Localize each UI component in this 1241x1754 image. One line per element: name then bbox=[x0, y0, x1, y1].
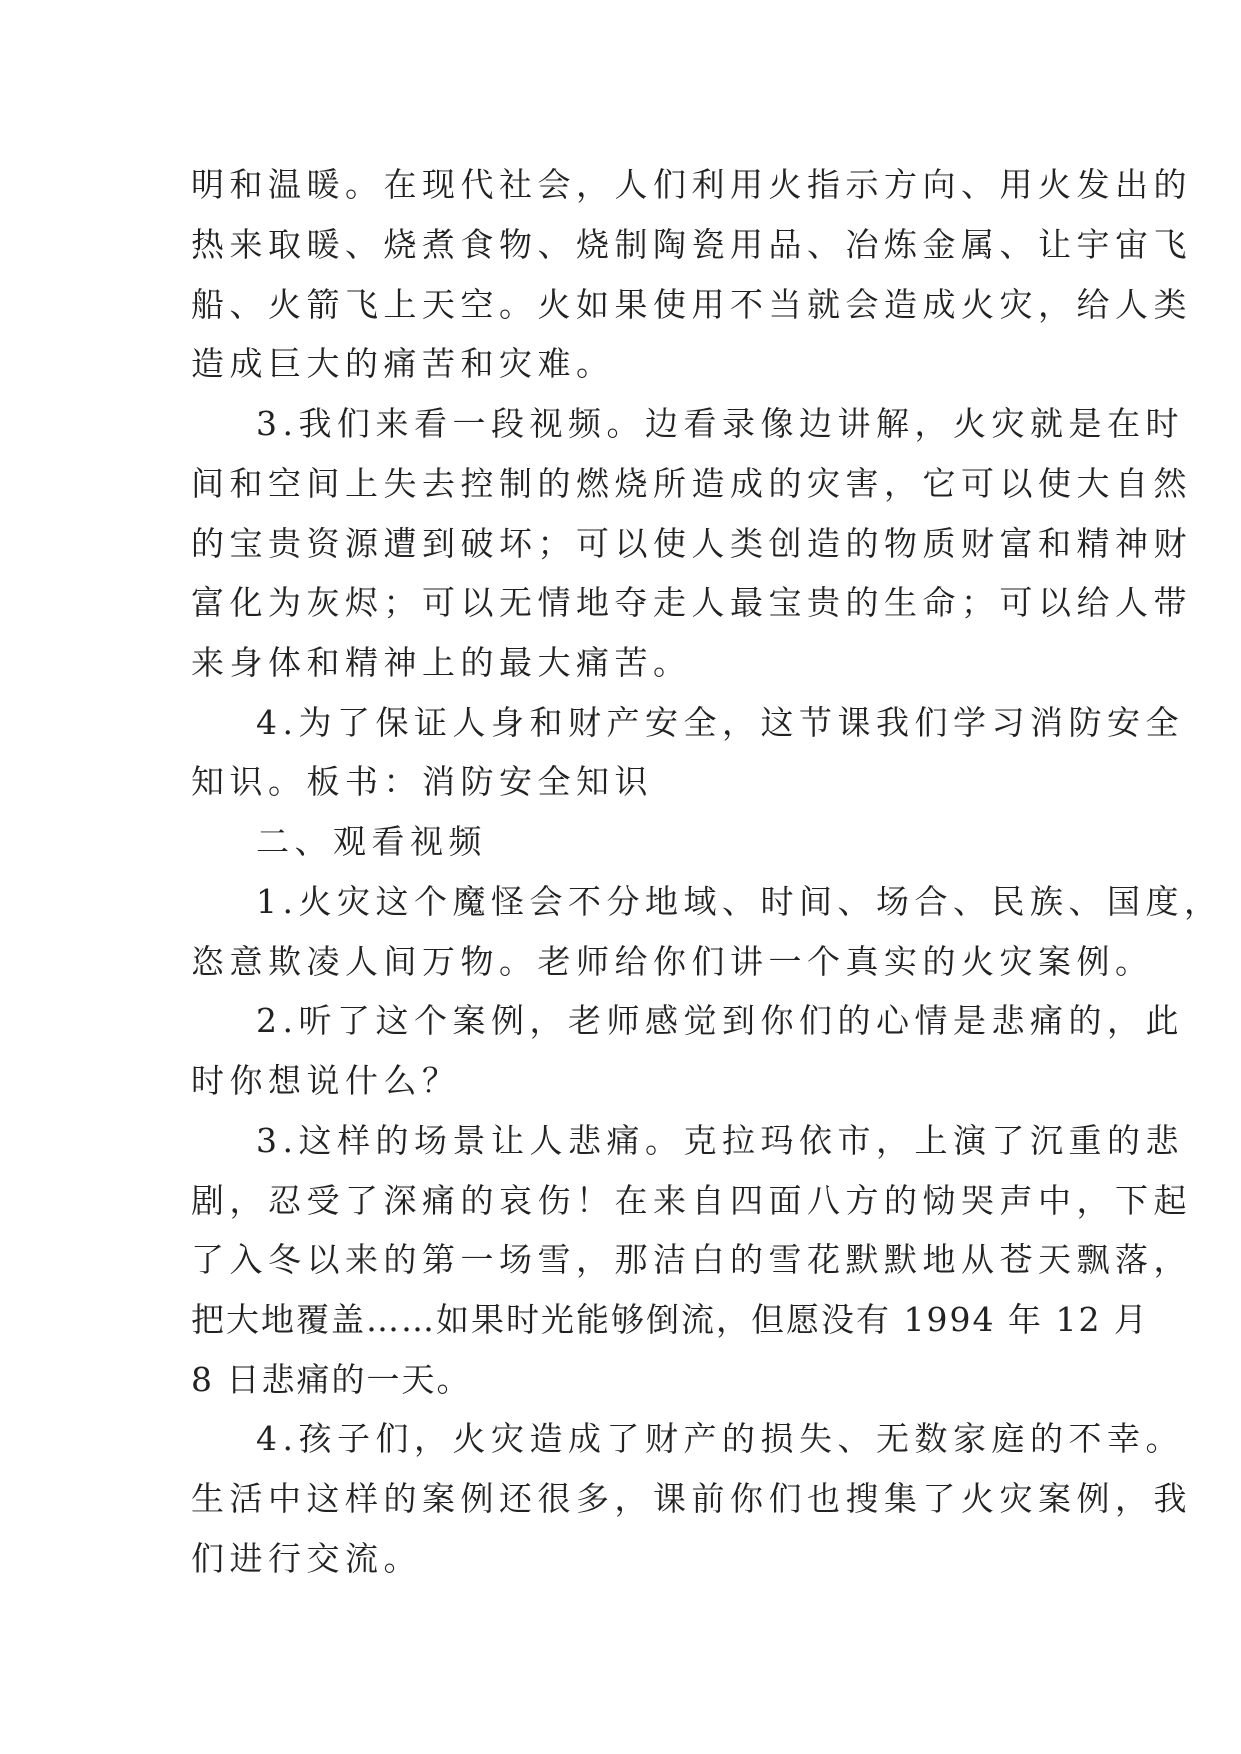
paragraph-line: 8 日悲痛的一天。 bbox=[191, 1360, 472, 1399]
paragraph-line: 船、火箭飞上天空。火如果使用不当就会造成火灾，给人类 bbox=[191, 285, 1192, 324]
paragraph-line: 热来取暖、烧煮食物、烧制陶瓷用品、冶炼金属、让宇宙飞 bbox=[191, 225, 1192, 264]
paragraph-line: 明和温暖。在现代社会，人们利用火指示方向、用火发出的 bbox=[191, 165, 1192, 204]
paragraph-line: 时你想说什么？ bbox=[191, 1061, 461, 1100]
paragraph-line: 了入冬以来的第一场雪，那洁白的雪花默默地从苍天飘落， bbox=[191, 1240, 1192, 1279]
paragraph-line: 1.火灾这个魔怪会不分地域、时间、场合、民族、国度， bbox=[256, 882, 1223, 921]
paragraph-line: 2.听了这个案例，老师感觉到你们的心情是悲痛的，此 bbox=[256, 1001, 1184, 1040]
paragraph-line: 知识。板书：消防安全知识 bbox=[191, 762, 653, 801]
paragraph-line: 富化为灰烬；可以无情地夺走人最宝贵的生命；可以给人带 bbox=[191, 583, 1192, 622]
paragraph-line: 的宝贵资源遭到破坏；可以使人类创造的物质财富和精神财 bbox=[191, 524, 1192, 563]
paragraph-line: 间和空间上失去控制的燃烧所造成的灾害，它可以使大自然 bbox=[191, 464, 1192, 503]
paragraph-line: 来身体和精神上的最大痛苦。 bbox=[191, 643, 692, 682]
paragraph-line: 造成巨大的痛苦和灾难。 bbox=[191, 344, 615, 383]
section-heading: 二、观看视频 bbox=[256, 822, 487, 861]
paragraph-line: 生活中这样的案例还很多，课前你们也搜集了火灾案例，我 bbox=[191, 1479, 1192, 1518]
paragraph-line: 4.为了保证人身和财产安全，这节课我们学习消防安全 bbox=[256, 703, 1184, 742]
paragraph-line: 3.我们来看一段视频。边看录像边讲解，火灾就是在时 bbox=[256, 404, 1184, 443]
paragraph-line: 剧，忍受了深痛的哀伤！在来自四面八方的恸哭声中，下起 bbox=[191, 1181, 1192, 1220]
paragraph-line: 恣意欺凌人间万物。老师给你们讲一个真实的火灾案例。 bbox=[191, 942, 1154, 981]
paragraph-line: 把大地覆盖……如果时光能够倒流，但愿没有 1994 年 12 月 bbox=[191, 1300, 1149, 1339]
paragraph-line: 4.孩子们，火灾造成了财产的损失、无数家庭的不幸。 bbox=[256, 1419, 1184, 1458]
paragraph-line: 们进行交流。 bbox=[191, 1539, 422, 1578]
paragraph-line: 3.这样的场景让人悲痛。克拉玛依市，上演了沉重的悲 bbox=[256, 1121, 1184, 1160]
